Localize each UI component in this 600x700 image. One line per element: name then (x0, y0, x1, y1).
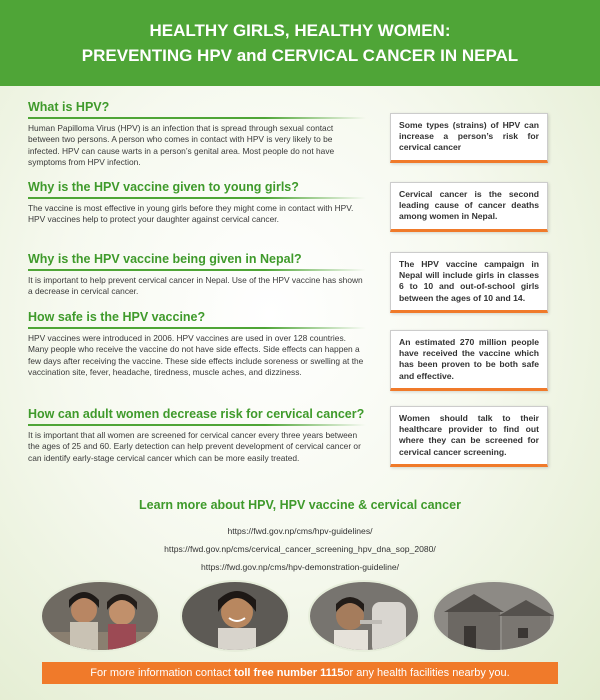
link-hpv-guidelines[interactable]: https://fwd.gov.np/cms/hpv-guidelines/ (227, 526, 373, 536)
callout-talk-to-provider: Women should talk to their healthcare provider to find out where they can be screened for cervical cancer screening. (390, 406, 548, 467)
section-how-safe (28, 310, 366, 379)
footer-contact-bar (42, 662, 558, 684)
callout-270-million: An estimated 270 million people have received the vaccine which has been proven to be both safe and effective. (390, 330, 548, 391)
section-divider (28, 197, 366, 199)
section-title: Why is the HPV vaccine given to young girls? (28, 180, 299, 194)
section-divider (28, 424, 366, 426)
section-body: It is important that all women are screened for cervical cancer every three years between the ages of 25 and 60. Early detection can help prevent development of cervical cancer or can identify early-stage cervical cancer which can be more easily treated. (28, 430, 361, 463)
section-body: The vaccine is most effective in young girls before they might come in contact with HPV. HPV vaccines help to protect your daughter against cervical cancer. (28, 203, 354, 225)
footer-suffix: or any health facilities nearby you. (343, 667, 510, 679)
section-why-young-girls (28, 180, 366, 226)
section-why-nepal (28, 252, 366, 298)
photo-two-girls-smiling (40, 580, 160, 652)
callout-campaign-scope: The HPV vaccine campaign in Nepal will include girls in classes 6 to 10 and out-of-school girls between the ages of 10 and 14. (390, 252, 548, 313)
section-title: How can adult women decrease risk for cervical cancer? (28, 407, 365, 421)
section-title: How safe is the HPV vaccine? (28, 310, 206, 324)
photo-village-houses (432, 580, 556, 652)
section-title: Why is the HPV vaccine being given in Nepal? (28, 252, 302, 266)
footer-toll-free-number: toll free number 1115 (233, 667, 344, 679)
section-what-is-hpv (28, 100, 366, 169)
callout-second-leading-cause: Cervical cancer is the second leading cause of cancer deaths among women in Nepal. (390, 182, 548, 232)
photo-woman-smiling (180, 580, 290, 652)
section-divider (28, 327, 366, 329)
link-screening-sop[interactable]: https://fwd.gov.np/cms/cervical_cancer_screening_hpv_dna_sop_2080/ (164, 544, 436, 554)
section-body: Human Papilloma Virus (HPV) is an infection that is spread through sexual contact between two persons. A person who comes in contact with HPV is very likely to be infected. HPV can cause warts in a person’s genital area. Most people do not have symptoms from HPV infection. (28, 123, 335, 168)
section-divider (28, 269, 366, 271)
photo-vaccination (308, 580, 420, 652)
section-adult-women (28, 407, 366, 464)
header-title-line2: PREVENTING HPV and CERVICAL CANCER IN NEPAL (81, 46, 519, 65)
learn-more-title: Learn more about HPV, HPV vaccine & cervical cancer (139, 498, 461, 512)
link-demonstration-guideline[interactable]: https://fwd.gov.np/cms/hpv-demonstration-guideline/ (200, 562, 400, 572)
footer-prefix: For more information contact (90, 667, 231, 679)
section-divider (28, 117, 366, 119)
section-body: HPV vaccines were introduced in 2006. HPV vaccines are used in over 128 countries. Many people who receive the vaccine do not have side effects. Side effects can happen a few days after receiving the vaccine. These side effects include soreness or swelling at the vaccination site, fever, headache, tiredness, muscle aches, and dizziness. (28, 333, 364, 378)
section-title: What is HPV? (28, 100, 110, 114)
callout-hpv-strains: Some types (strains) of HPV can increase a person’s risk for cervical cancer (390, 113, 548, 163)
header-title-line1: HEALTHY GIRLS, HEALTHY WOMEN: (149, 21, 451, 40)
header-banner (0, 0, 600, 86)
section-body: It is important to help prevent cervical cancer in Nepal. Use of the HPV vaccine has shown a decrease in cervical cancer. (28, 275, 363, 297)
